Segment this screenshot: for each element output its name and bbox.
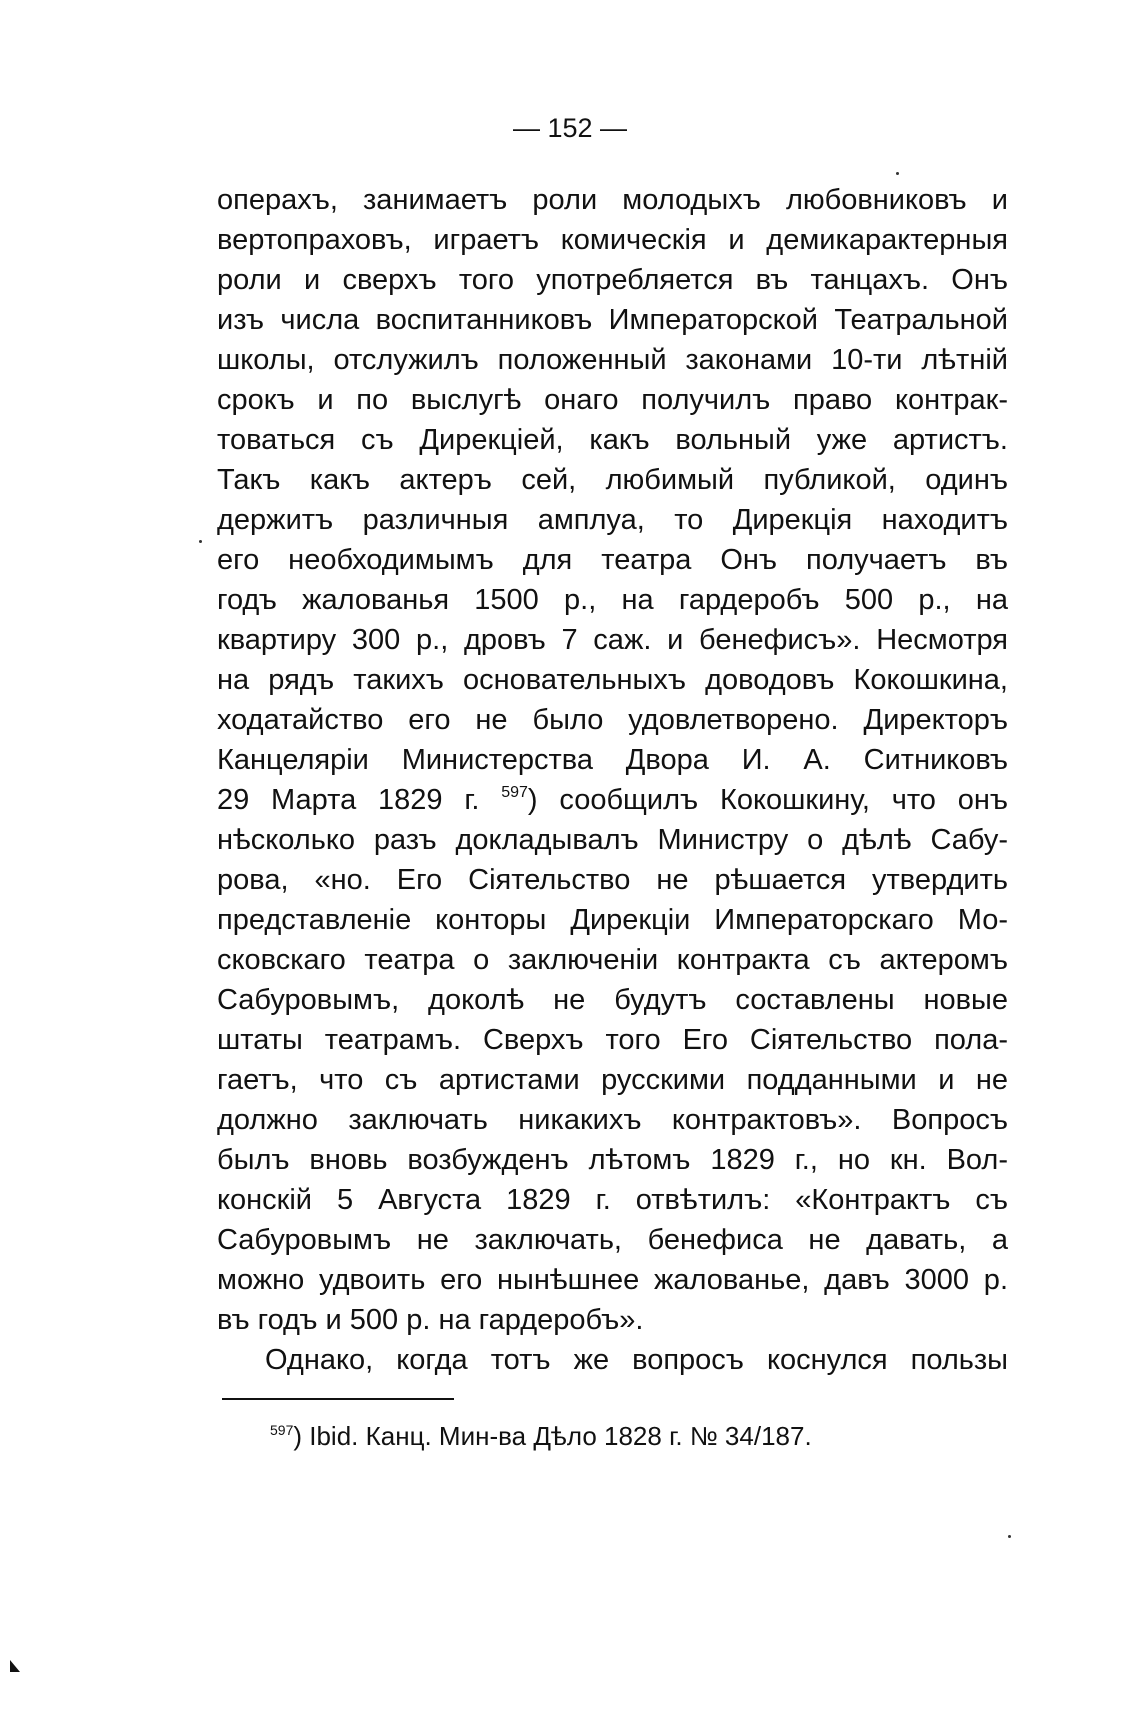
page-number: — 152 — [512,113,628,143]
footnote-divider [222,1398,454,1400]
text-segment: ) сообщилъ Кокошкину, что онъ [527,784,1008,816]
text-line: операхъ, занимаетъ роли молодыхъ любовниковъ и [217,184,1008,216]
text-line: должно заключать никакихъ контрактовъ». Вопросъ [217,1104,1008,1136]
text-line-with-footnote-ref [217,780,1008,820]
text-line: Однако, когда тотъ же вопросъ коснулся пользы [265,1344,1008,1376]
text-segment: 29 Марта 1829 г. [217,784,480,816]
text-line: Такъ какъ актеръ сей, любимый публикой, одинъ [217,464,1008,496]
text-line: на рядъ такихъ основательныхъ доводовъ Кокошкина, [217,664,1008,696]
text-line: Сабуровымъ не заключать, бенефиса не давать, а [217,1224,1008,1256]
footnote-text: ) Ibid. Канц. Мин-ва Дѣло 1828 г. № 34/187. [293,1421,812,1451]
text-line: представленіе конторы Дирекціи Императорскаго Мо- [217,904,1008,936]
text-line: гаетъ, что съ артистами русскими подданными и не [217,1064,1008,1096]
text-line: конскій 5 Августа 1829 г. отвѣтилъ: «Контрактъ съ [217,1184,1008,1216]
text-line: годъ жалованья 1500 р., на гардеробъ 500 р., на [217,584,1008,616]
text-line: Канцеляріи Министерства Двора И. А. Ситниковъ [217,744,1008,776]
text-line: держитъ различныя амплуа, то Дирекція находитъ [217,504,1008,536]
text-line: Сабуровымъ, доколѣ не будутъ составлены новые [217,984,1008,1016]
scan-corner-mark [10,1660,20,1672]
body-text [217,180,1008,1380]
text-line: роли и сверхъ того употребляется въ танцахъ. Онъ [217,264,1008,296]
text-line: вертопраховъ, играетъ комическія и демикарактерныя [217,224,1008,256]
footnote-ref: 597 [501,784,528,801]
footnote-mark: 597 [270,1422,294,1438]
text-line: можно удвоить его нынѣшнее жалованье, давъ 3000 р. [217,1264,1008,1296]
text-line: нѣсколько разъ докладывалъ Министру о дѣлѣ Сабу- [217,824,1008,856]
text-line: школы, отслужилъ положенный законами 10-ти лѣтній [217,344,1008,376]
scan-speck [896,172,899,175]
text-line: былъ вновь возбужденъ лѣтомъ 1829 г., но кн. Вол- [217,1144,1008,1176]
text-line: ходатайство его не было удовлетворено. Директоръ [217,704,1008,736]
text-line: рова, «но. Его Сіятельство не рѣшается утвердить [217,864,1008,896]
footnote [270,1418,812,1454]
scan-speck [199,540,202,543]
text-line: квартиру 300 р., дровъ 7 саж. и бенефисъ». Несмотря [217,624,1008,656]
text-line: въ годъ и 500 р. на гардеробъ». [217,1304,644,1336]
text-line: товаться съ Дирекціей, какъ вольный уже артистъ. [217,424,1008,456]
text-line: изъ числа воспитанниковъ Императорской Театральной [217,304,1008,336]
text-line: срокъ и по выслугѣ онаго получилъ право контрак- [217,384,1008,416]
text-line: сковскаго театра о заключеніи контракта съ актеромъ [217,944,1008,976]
text-line: его необходимымъ для театра Онъ получаетъ въ [217,544,1008,576]
scan-speck [1008,1535,1011,1538]
text-line: штаты театрамъ. Сверхъ того Его Сіятельство пола- [217,1024,1008,1056]
